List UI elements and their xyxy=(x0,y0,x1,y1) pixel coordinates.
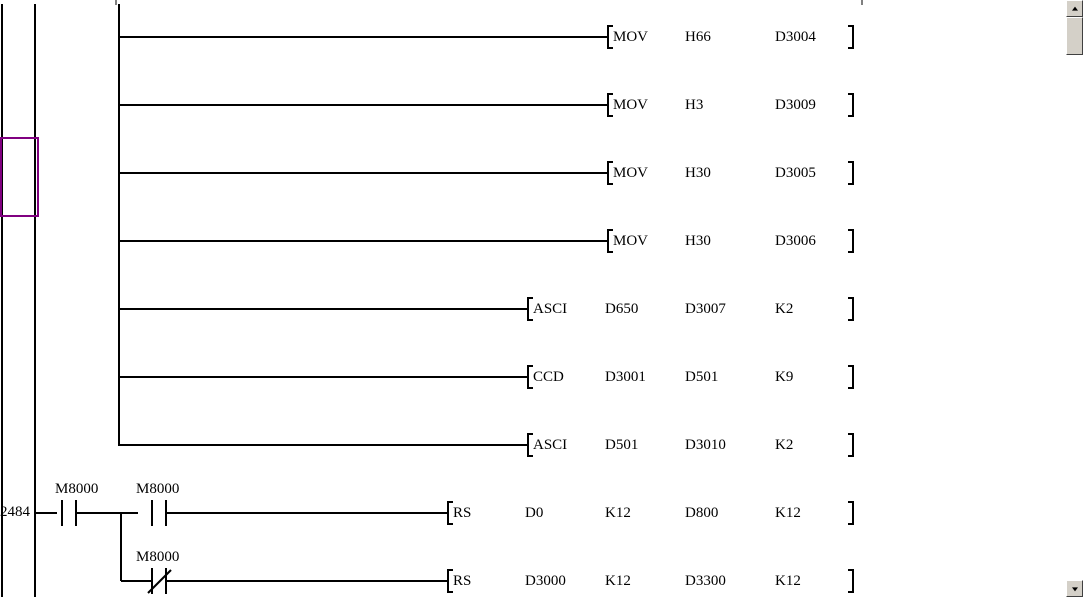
operand-ccd-source[interactable]: D3001 xyxy=(605,369,646,385)
operand-mov-4-source[interactable]: H30 xyxy=(685,233,711,249)
operand-asci-2-count[interactable]: K2 xyxy=(775,437,794,453)
instruction-mov-4[interactable]: MOV xyxy=(613,233,649,249)
operand-mov-2-source[interactable]: H3 xyxy=(685,97,704,113)
contact-label-m8000-1: M8000 xyxy=(55,481,99,497)
operand-mov-3-dest[interactable]: D3005 xyxy=(775,165,816,181)
scrollbar-thumb[interactable] xyxy=(1066,17,1083,55)
instruction-ccd[interactable]: CCD xyxy=(533,369,564,385)
instruction-asci-1[interactable]: ASCI xyxy=(533,301,568,317)
operand-mov-1-source[interactable]: H66 xyxy=(685,29,711,45)
operand-ccd-dest[interactable]: D501 xyxy=(685,369,719,385)
instruction-rs-1[interactable]: RS xyxy=(453,505,472,521)
operand-mov-4-dest[interactable]: D3006 xyxy=(775,233,816,249)
contact-label-m8000-3: M8000 xyxy=(136,549,180,565)
operand-asci-2-source[interactable]: D501 xyxy=(605,437,639,453)
operand-rs-2-recv-len[interactable]: K12 xyxy=(775,573,801,589)
instruction-mov-1[interactable]: MOV xyxy=(613,29,649,45)
operand-mov-1-dest[interactable]: D3004 xyxy=(775,29,816,45)
instruction-rs-2[interactable]: RS xyxy=(453,573,472,589)
operand-rs-1-recv-len[interactable]: K12 xyxy=(775,505,801,521)
operand-mov-3-source[interactable]: H30 xyxy=(685,165,711,181)
operand-ccd-count[interactable]: K9 xyxy=(775,369,794,385)
operand-rs-1-recv-head[interactable]: D800 xyxy=(685,505,719,521)
operand-asci-2-dest[interactable]: D3010 xyxy=(685,437,726,453)
operand-rs-1-send-len[interactable]: K12 xyxy=(605,505,631,521)
operand-rs-2-send-head[interactable]: D3000 xyxy=(525,573,566,589)
scroll-up-arrow-icon[interactable] xyxy=(1066,0,1083,17)
selection-cursor xyxy=(1,138,38,216)
instruction-mov-3[interactable]: MOV xyxy=(613,165,649,181)
vertical-scrollbar[interactable] xyxy=(1065,0,1083,597)
scrollbar-track[interactable] xyxy=(1066,17,1083,580)
operand-rs-1-send-head[interactable]: D0 xyxy=(525,505,544,521)
operand-rs-2-send-len[interactable]: K12 xyxy=(605,573,631,589)
contact-label-m8000-2: M8000 xyxy=(136,481,180,497)
scroll-down-arrow-icon[interactable] xyxy=(1066,580,1083,597)
operand-asci-1-source[interactable]: D650 xyxy=(605,301,639,317)
instruction-asci-2[interactable]: ASCI xyxy=(533,437,568,453)
step-number-2484: 2484 xyxy=(0,504,30,520)
operand-mov-2-dest[interactable]: D3009 xyxy=(775,97,816,113)
operand-asci-1-count[interactable]: K2 xyxy=(775,301,794,317)
operand-asci-1-dest[interactable]: D3007 xyxy=(685,301,726,317)
instruction-mov-2[interactable]: MOV xyxy=(613,97,649,113)
operand-rs-2-recv-head[interactable]: D3300 xyxy=(685,573,726,589)
